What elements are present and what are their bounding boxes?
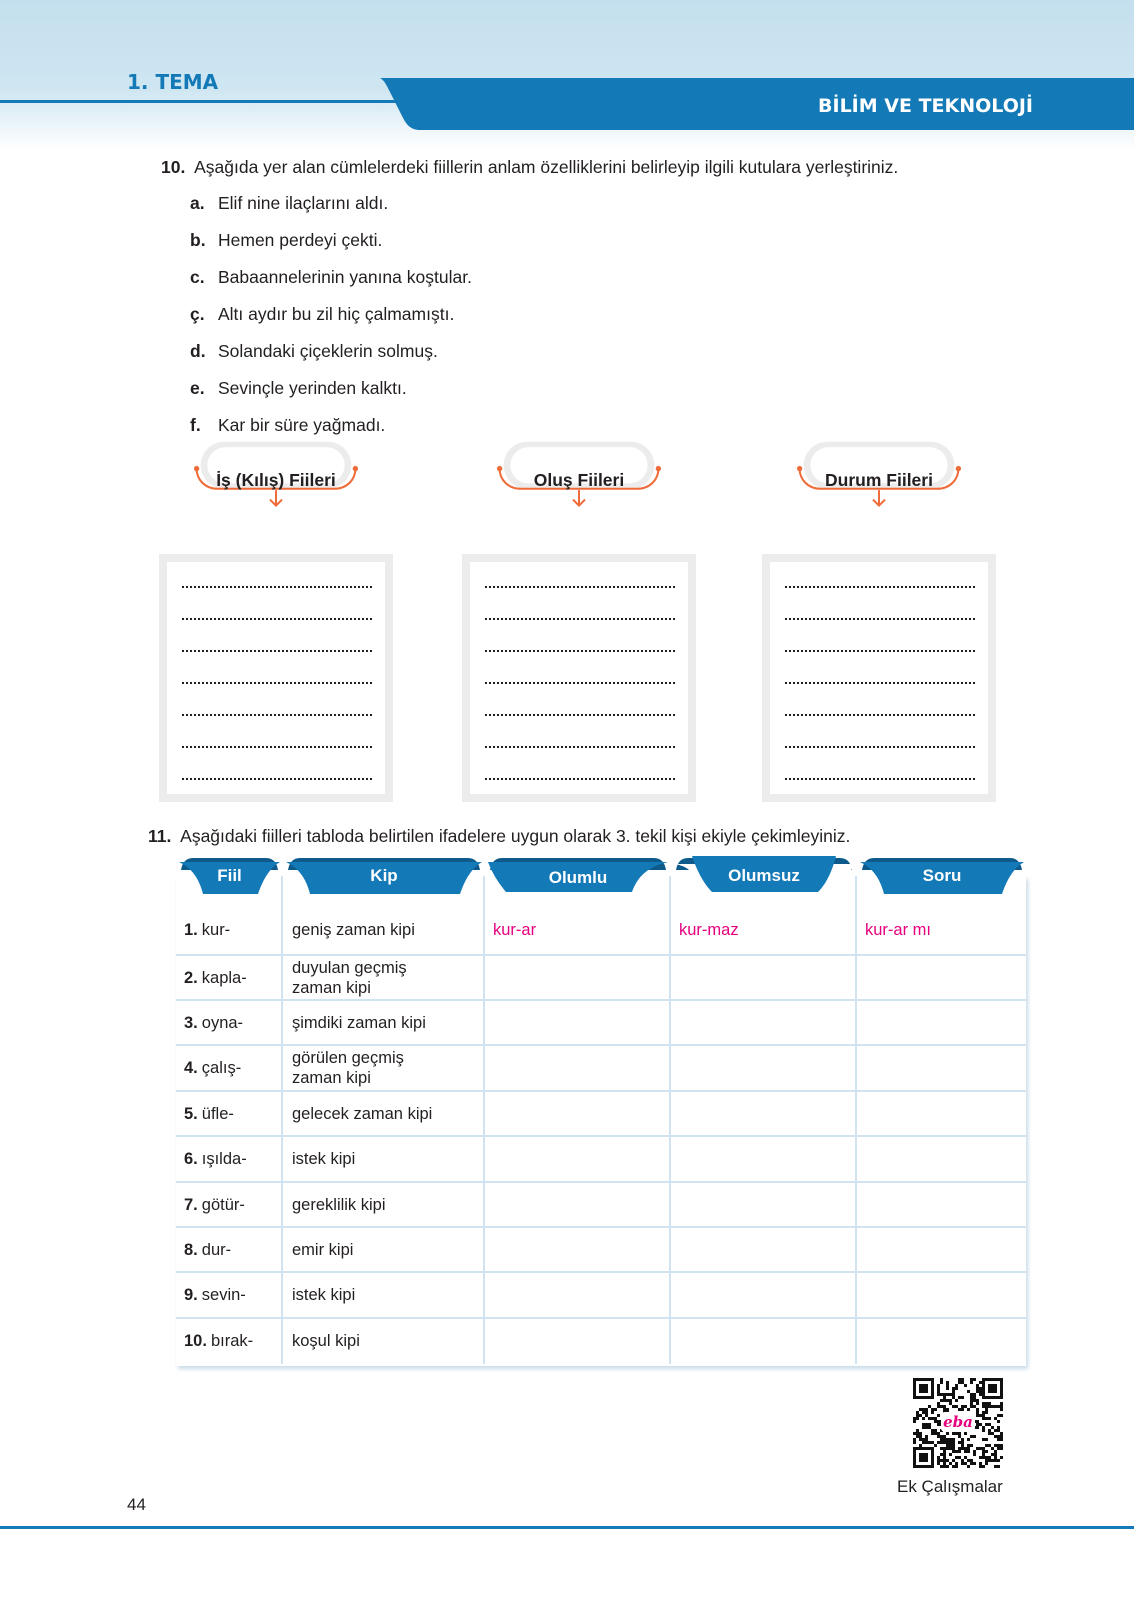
kip-text: gereklilik kipi — [292, 1195, 386, 1214]
soru-cell[interactable]: kur-ar mı — [865, 921, 931, 939]
verb-text: kapla- — [201, 968, 247, 987]
item-letter: ç. — [190, 304, 205, 324]
item-letter: d. — [190, 341, 206, 361]
verb-cell — [176, 1182, 282, 1227]
verb-cell — [176, 1045, 282, 1091]
theme-number: 1. TEMA — [127, 70, 219, 94]
olumlu-cell[interactable]: kur-ar — [493, 921, 537, 939]
verb-text: ışılda- — [201, 1150, 247, 1168]
item-text: Babaannelerinin yanına koştular. — [218, 267, 472, 287]
kip-text: zaman kipi — [292, 978, 371, 997]
soru-cell[interactable] — [857, 1272, 1025, 1318]
soru-cell[interactable] — [857, 1045, 1025, 1091]
olumsuz-cell[interactable] — [671, 1272, 855, 1318]
olumlu-cell[interactable] — [485, 1091, 669, 1136]
kip-text: geniş zaman kipi — [292, 921, 415, 939]
verb-cell — [176, 955, 282, 1000]
row-number: 2. — [184, 968, 198, 987]
kip-cell — [284, 955, 484, 1000]
soru-cell[interactable] — [857, 1182, 1025, 1227]
olumlu-cell[interactable] — [485, 1000, 669, 1045]
olumsuz-cell[interactable] — [671, 1136, 855, 1182]
category-label-durum: Durum Fiileri — [825, 470, 933, 490]
soru-cell[interactable] — [857, 1227, 1025, 1272]
kip-cell — [284, 1272, 484, 1318]
row-number: 10. — [184, 1332, 207, 1350]
kip-text: zaman kipi — [292, 1069, 371, 1087]
question-text: Aşağıda yer alan cümlelerdeki fiillerin anlam özelliklerini belirleyip ilgili kutulara yerleştiriniz. — [194, 157, 899, 177]
olumsuz-cell[interactable] — [671, 1318, 855, 1364]
verb-cell — [176, 905, 282, 955]
kip-text: istek kipi — [292, 1286, 356, 1304]
qr-caption: Ek Çalışmalar — [897, 1477, 1003, 1496]
page-number: 44 — [127, 1495, 146, 1514]
olumsuz-cell[interactable] — [671, 1091, 855, 1136]
category-label-is: İş (Kılış) Fiileri — [216, 470, 336, 490]
kip-cell — [284, 1182, 484, 1227]
row-number: 5. — [184, 1104, 198, 1123]
verb-text: oyna- — [201, 1013, 244, 1032]
item-text: Altı aydır bu zil hiç çalmamıştı. — [218, 304, 455, 324]
row-number: 1. — [184, 921, 198, 939]
kip-cell — [284, 1318, 484, 1364]
qr-code[interactable] — [913, 1378, 1003, 1468]
olumlu-cell[interactable] — [485, 955, 669, 1000]
olumlu-cell[interactable] — [485, 1227, 669, 1272]
kip-text: emir kipi — [292, 1240, 354, 1259]
kip-text: duyulan geçmiş — [292, 958, 407, 977]
verb-text: çalış- — [201, 1059, 242, 1077]
soru-cell[interactable] — [857, 955, 1025, 1000]
verb-cell — [176, 1318, 282, 1364]
olumsuz-cell[interactable] — [671, 955, 855, 1000]
theme-title: BİLİM VE TEKNOLOJİ — [818, 95, 1033, 117]
question-number: 11. — [148, 826, 172, 846]
olumlu-cell[interactable] — [485, 1182, 669, 1227]
olumlu-cell[interactable] — [485, 1136, 669, 1182]
olumsuz-cell[interactable]: kur-maz — [679, 921, 739, 939]
verb-text: götür- — [201, 1195, 245, 1214]
row-number: 7. — [184, 1195, 198, 1214]
verb-text: sevin- — [201, 1286, 246, 1304]
column-header-fiil: Fiil — [217, 866, 242, 885]
item-text: Sevinçle yerinden kalktı. — [218, 378, 407, 398]
question-text: Aşağıdaki fiilleri tabloda belirtilen ifadelere uygun olarak 3. tekil kişi ekiyle çekimleyiniz. — [180, 826, 851, 846]
item-letter: c. — [190, 267, 205, 287]
kip-cell — [284, 1000, 484, 1045]
verb-cell — [176, 1227, 282, 1272]
verb-cell — [176, 1000, 282, 1045]
item-letter: b. — [190, 230, 206, 250]
olumsuz-cell[interactable] — [671, 1045, 855, 1091]
olumlu-cell[interactable] — [485, 1045, 669, 1091]
kip-cell — [284, 1045, 484, 1091]
column-header-olumlu: Olumlu — [548, 868, 608, 887]
row-number: 3. — [184, 1013, 198, 1032]
verb-cell — [176, 1091, 282, 1136]
olumsuz-cell[interactable] — [671, 1182, 855, 1227]
row-number: 6. — [184, 1150, 198, 1168]
verb-text: kur- — [201, 921, 231, 939]
row-number: 4. — [184, 1059, 198, 1077]
item-letter: a. — [190, 193, 205, 213]
column-header-soru: Soru — [922, 866, 962, 885]
kip-cell — [284, 1227, 484, 1272]
soru-cell[interactable] — [857, 1136, 1025, 1182]
kip-text: şimdiki zaman kipi — [292, 1013, 426, 1032]
item-text: Hemen perdeyi çekti. — [218, 230, 383, 250]
kip-text: koşul kipi — [292, 1332, 360, 1350]
row-number: 9. — [184, 1286, 198, 1304]
verb-text: üfle- — [201, 1104, 234, 1123]
eba-logo: eba — [943, 1413, 973, 1431]
category-label-olus: Oluş Fiileri — [533, 470, 625, 490]
footer-rule — [0, 1526, 1134, 1529]
item-text: Solandaki çiçeklerin solmuş. — [218, 341, 438, 361]
verb-text: dur- — [201, 1240, 232, 1259]
soru-cell[interactable] — [857, 1091, 1025, 1136]
olumsuz-cell[interactable] — [671, 1227, 855, 1272]
item-text: Elif nine ilaçlarını aldı. — [218, 193, 389, 213]
soru-cell[interactable] — [857, 1318, 1025, 1364]
question-number: 10. — [161, 157, 186, 177]
kip-cell — [284, 1136, 484, 1182]
olumlu-cell[interactable] — [485, 1272, 669, 1318]
olumlu-cell[interactable] — [485, 1318, 669, 1364]
row-number: 8. — [184, 1240, 198, 1259]
column-header-olumsuz: Olumsuz — [728, 866, 800, 885]
column-header-kip: Kip — [370, 866, 398, 885]
kip-text: gelecek zaman kipi — [292, 1104, 433, 1123]
kip-cell — [284, 905, 484, 955]
item-letter: f. — [190, 415, 201, 435]
kip-text: görülen geçmiş — [292, 1049, 404, 1067]
soru-cell[interactable] — [857, 1000, 1025, 1045]
olumsuz-cell[interactable] — [671, 1000, 855, 1045]
kip-text: istek kipi — [292, 1150, 356, 1168]
item-text: Kar bir süre yağmadı. — [218, 415, 386, 435]
item-letter: e. — [190, 378, 205, 398]
kip-cell — [284, 1091, 484, 1136]
verb-text: bırak- — [210, 1332, 254, 1350]
verb-cell — [176, 1272, 282, 1318]
verb-cell — [176, 1136, 282, 1182]
